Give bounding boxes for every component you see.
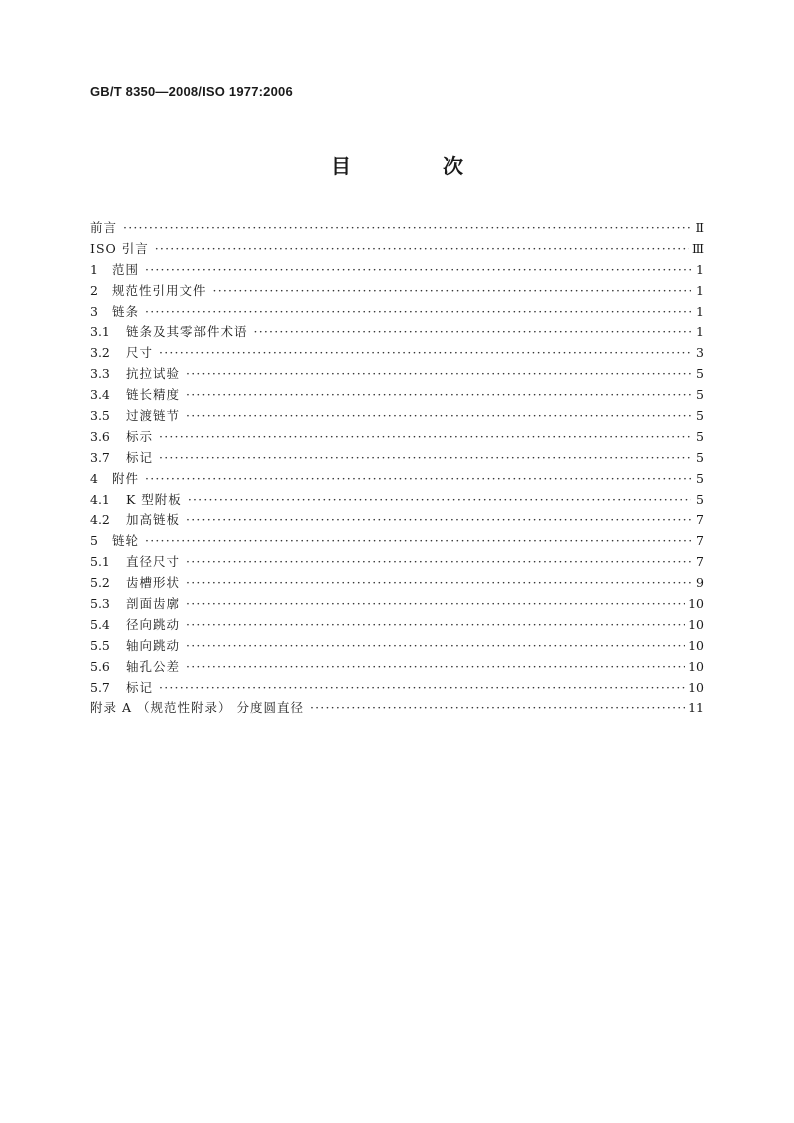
dot-leader	[159, 678, 685, 699]
toc-entry[interactable]	[90, 698, 704, 719]
toc-entry-page: 9	[696, 575, 704, 591]
toc-entry[interactable]	[90, 636, 704, 657]
toc-entry-title: 标记	[126, 449, 154, 465]
toc-entry[interactable]	[90, 594, 704, 615]
toc-entry-title: 轴孔公差	[126, 658, 181, 674]
toc-entry-number: 5.7	[90, 679, 110, 695]
dot-leader	[145, 531, 691, 552]
toc-entry-title: 标记	[126, 679, 154, 695]
toc-entry[interactable]	[90, 385, 704, 406]
toc-entry[interactable]	[90, 615, 704, 636]
standard-code-header: GB/T 8350—2008/ISO 1977:2006	[90, 84, 293, 99]
dot-leader	[186, 364, 691, 385]
toc-entry-page: 5	[696, 470, 704, 486]
toc-entry-title: 轴向跳动	[126, 637, 181, 653]
dot-leader	[188, 490, 691, 511]
toc-entry-number: 3.2	[90, 345, 110, 361]
toc-entry-title: 规范性引用文件	[112, 282, 207, 298]
dot-leader	[145, 302, 691, 323]
toc-entry-title: 前言	[90, 220, 118, 235]
toc-entry-number: 4	[90, 470, 98, 486]
toc-entry[interactable]	[90, 490, 704, 511]
toc-entry[interactable]	[90, 531, 704, 552]
toc-entry[interactable]	[90, 406, 704, 427]
toc-entry-title: 加高链板	[126, 512, 181, 528]
toc-entry-page: 5	[696, 491, 704, 507]
toc-entry[interactable]	[90, 552, 704, 573]
toc-entry-title: 标示	[126, 428, 154, 444]
toc-entry-number: 5.5	[90, 637, 110, 653]
dot-leader	[155, 239, 689, 260]
dot-leader	[123, 218, 691, 239]
dot-leader	[310, 698, 685, 719]
toc-entry[interactable]	[90, 469, 704, 490]
dot-leader	[145, 469, 691, 490]
toc-entry-page: 10	[688, 679, 704, 695]
toc-entry-title: 齿槽形状	[126, 575, 181, 591]
toc-entry-number: 4.2	[90, 512, 110, 528]
toc-entry-title: 链长精度	[126, 387, 181, 403]
toc-entry-title: 附件	[112, 470, 140, 486]
toc-entry-title: 范围	[112, 261, 140, 277]
dot-leader	[186, 406, 691, 427]
toc-entry-page: 1	[696, 324, 704, 340]
dot-leader	[159, 448, 691, 469]
toc-entry[interactable]	[90, 322, 704, 343]
toc-entry-number: 5.2	[90, 575, 110, 591]
toc-entry-page: 10	[688, 616, 704, 632]
toc-entry[interactable]	[90, 657, 704, 678]
dot-leader	[213, 281, 691, 302]
toc-entry-number: 5.1	[90, 554, 110, 570]
toc-entry-number: 3.5	[90, 408, 110, 424]
toc-entry-page: Ⅲ	[691, 240, 704, 256]
toc-entry-page: 5	[696, 408, 704, 424]
toc-entry-page: 5	[696, 366, 704, 382]
toc-entry-title: ISO 引言	[90, 240, 149, 256]
toc-entry-title: 剖面齿廓	[126, 596, 181, 612]
toc-entry-page: 5	[696, 449, 704, 465]
toc-entry-number: 3.6	[90, 428, 110, 444]
toc-entry-page: 10	[688, 658, 704, 674]
toc-entry[interactable]	[90, 239, 704, 260]
dot-leader	[186, 385, 691, 406]
toc-entry[interactable]	[90, 364, 704, 385]
dot-leader	[186, 573, 691, 594]
toc-entry[interactable]	[90, 281, 704, 302]
toc-entry-number: 1	[90, 261, 98, 277]
toc-entry-page: 10	[688, 637, 704, 653]
toc-entry-title: 链条及其零部件术语	[126, 324, 248, 340]
toc-entry-number: 3.1	[90, 324, 110, 340]
toc-entry-title: 直径尺寸	[126, 554, 181, 570]
toc-entry-title: 链条	[112, 303, 140, 319]
toc-entry-page: 7	[696, 554, 704, 570]
toc-entry[interactable]	[90, 573, 704, 594]
toc-entry-page: 3	[696, 345, 704, 361]
dot-leader	[186, 636, 685, 657]
toc-entry-title: 抗拉试验	[126, 366, 181, 382]
toc-entry[interactable]	[90, 448, 704, 469]
toc-entry-number: 3.3	[90, 366, 110, 382]
toc-entry[interactable]	[90, 260, 704, 281]
toc-entry-number: 5	[90, 533, 98, 549]
dot-leader	[159, 427, 691, 448]
toc-entry-title: 链轮	[112, 533, 140, 549]
toc-entry-page: 5	[696, 428, 704, 444]
toc-entry-title: K 型附板	[126, 491, 182, 507]
dot-leader	[186, 615, 685, 636]
dot-leader	[186, 552, 691, 573]
toc-entry-number: 5.3	[90, 596, 110, 612]
toc-entry-number: 5.4	[90, 616, 110, 632]
toc-entry-page: 7	[696, 533, 704, 549]
toc-entry[interactable]	[90, 302, 704, 323]
toc-entry-number: 3.4	[90, 387, 110, 403]
toc-entry-page: Ⅱ	[695, 220, 704, 235]
toc-entry-number: 3	[90, 303, 98, 319]
dot-leader	[186, 510, 691, 531]
toc-entry[interactable]	[90, 343, 704, 364]
table-of-contents	[90, 218, 704, 719]
toc-entry[interactable]	[90, 678, 704, 699]
toc-entry[interactable]	[90, 218, 704, 239]
toc-entry[interactable]	[90, 427, 704, 448]
page-title: 目 次	[331, 154, 499, 178]
dot-leader	[159, 343, 691, 364]
toc-entry-page: 11	[688, 700, 704, 716]
toc-entry-title: 附录 A （规范性附录） 分度圆直径	[90, 700, 304, 716]
toc-entry-page: 10	[688, 596, 704, 612]
toc-entry-number: 5.6	[90, 658, 110, 674]
toc-entry-page: 5	[696, 387, 704, 403]
toc-entry-page: 1	[696, 261, 704, 277]
dot-leader	[186, 594, 685, 615]
toc-entry-number: 3.7	[90, 449, 110, 465]
toc-entry[interactable]	[90, 510, 704, 531]
toc-entry-title: 尺寸	[126, 345, 154, 361]
toc-entry-page: 1	[696, 282, 704, 298]
dot-leader	[145, 260, 691, 281]
dot-leader	[254, 322, 691, 343]
toc-entry-title: 过渡链节	[126, 408, 181, 424]
toc-entry-page: 7	[696, 512, 704, 528]
toc-entry-number: 2	[90, 282, 98, 298]
toc-entry-number: 4.1	[90, 491, 110, 507]
toc-entry-page: 1	[696, 303, 704, 319]
toc-entry-title: 径向跳动	[126, 616, 181, 632]
dot-leader	[186, 657, 685, 678]
